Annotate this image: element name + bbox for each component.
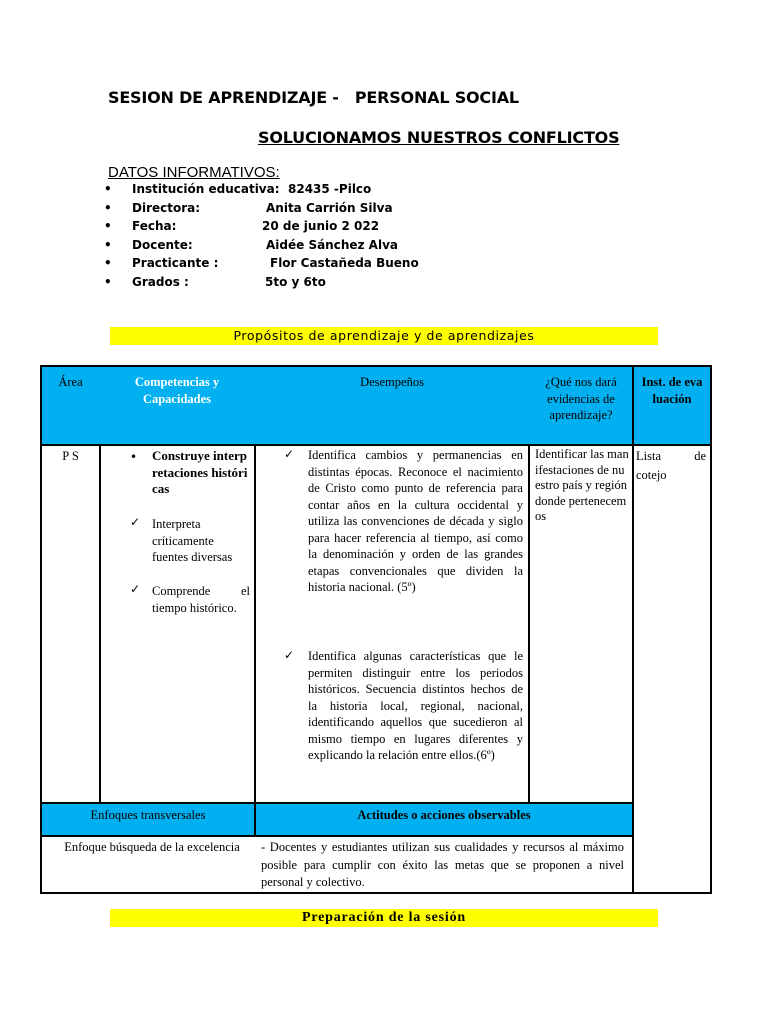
datos-value: 20 de junio 2 022 [262,219,380,233]
check-icon: ✓ [284,648,295,662]
datos-value: 82435 -Pilco [288,182,372,196]
capacidad-text: Interpreta críticamente fuentes diversas [152,517,233,564]
datos-label: Fecha: [132,219,177,233]
actitudes-header: Actitudes o acciones observables [357,808,531,822]
datos-label: Practicante : [132,256,219,270]
divider [632,367,634,892]
datos-label: Docente: [132,237,193,252]
bullet-icon: • [130,450,138,464]
bullet-icon: • [104,200,112,215]
desempeno-text: Identifica algunas características que le permiten distinguir entre los periodos históricos. Secuencia distintos hechos de la historia local, regional, nacional, identificando aquellos que sucedieron al mismo tiempo en lugares diferentes y explicando la relación entre ellos.(6º) [308,649,523,762]
header-competencias: Competencias y Capacidades [134,375,220,406]
datos-label: Institución educativa: [132,182,280,196]
actitud-text: - Docentes y estudiantes utilizan sus cualidades y recursos al máximo posible para cumplir con éxito las metas que se proponen a nivel personal y colectivo. [261,840,624,889]
propositos-table [40,365,712,894]
header-evidencias: ¿Qué nos dará evidencias de aprendizaje? [545,375,617,422]
datos-value: 5to y 6to [265,274,326,289]
check-icon: ✓ [130,582,141,596]
header-desempenos: Desempeños [360,375,424,389]
divider [42,835,632,837]
session-subtitle: SOLUCIONAMOS NUESTROS CONFLICTOS [258,128,620,147]
bullet-icon: • [104,274,112,289]
propositos-band: Propósitos de aprendizaje y de aprendizajes [110,327,658,345]
divider [528,446,530,802]
desempeno-text: Identifica cambios y permanencias en distintas épocas. Reconoce el nacimiento de Cristo como punto de referencia para contar años en la cultura occidental y utiliza las convenciones de década y siglo para hacer referencia al tiempo, así como la denominación y orden de las grandes etapas convencionales que dividen la historia nacional. (5º) [308,448,523,594]
competencia-text: Construye interpretaciones históricas [152,448,248,496]
datos-label: Directora: [132,200,201,215]
bullet-icon: • [104,237,112,252]
datos-value: Anita Carrión Silva [266,200,393,215]
bullet-icon: • [104,256,112,270]
inst-text: Lista de cotejo [636,449,706,482]
header-inst: Inst. de evaluación [641,375,703,406]
preparacion-band: Preparación de la sesión [110,909,658,927]
session-title: SESION DE APRENDIZAJE - PERSONAL SOCIAL [108,88,519,107]
datos-label: Grados : [132,274,189,289]
datos-value: Flor Castañeda Bueno [270,256,419,270]
enfoques-header: Enfoques transversales [90,808,206,822]
divider [99,446,101,802]
header-area: Área [58,375,83,389]
check-icon: ✓ [284,447,295,461]
divider [42,444,710,446]
datos-value: Aidée Sánchez Alva [266,237,399,252]
area-value: P S [62,449,79,463]
enfoque-text: Enfoque búsqueda de la excelencia [64,840,240,854]
divider [42,802,632,804]
divider [254,446,256,837]
bullet-icon: • [104,219,112,233]
bullet-icon: • [104,182,112,196]
capacidad-text: Comprende el tiempo histórico. [152,584,250,615]
evidencias-text: Identificar las manifestaciones de nuestro país y región donde pertenecemos [535,447,629,523]
datos-heading: DATOS INFORMATIVOS: [108,164,280,181]
check-icon: ✓ [130,515,141,529]
